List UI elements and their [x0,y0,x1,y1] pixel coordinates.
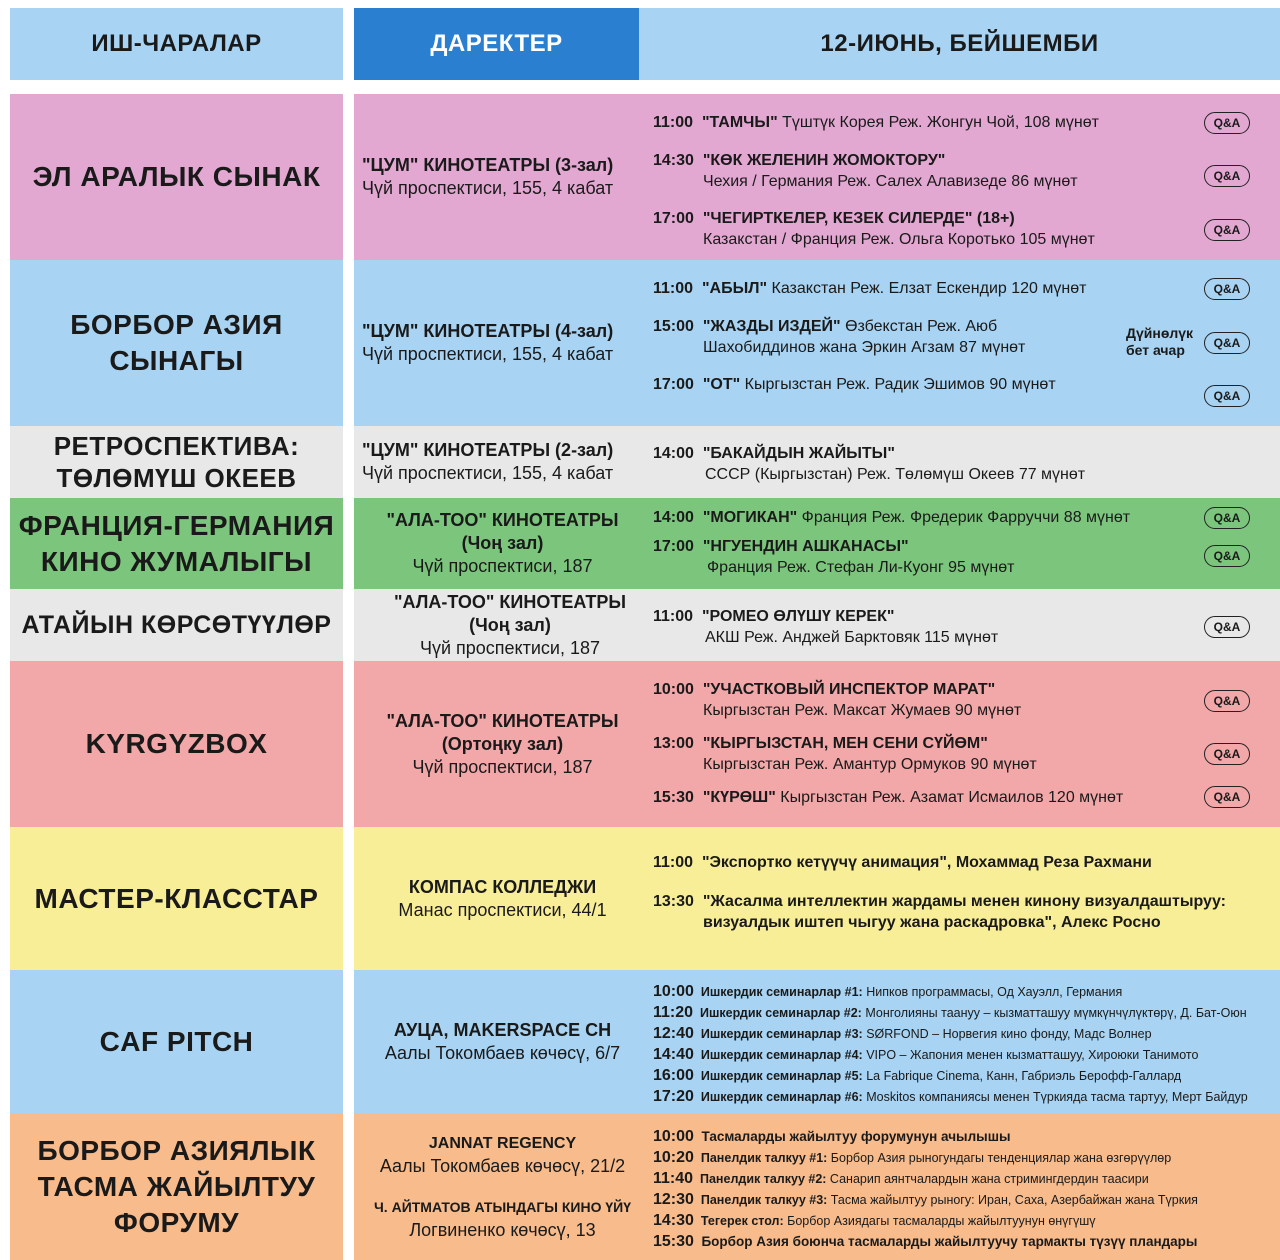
category-label: ФРАНЦИЯ-ГЕРМАНИЯ КИНО ЖУМАЛЫГЫ [18,509,335,577]
category-france-germany-week [10,498,343,589]
event-text: Борбор Азия рыногундагы тенденциялар жана өзгөрүүлөр [827,1151,1172,1165]
category-kyrgyzbox [10,661,343,827]
header-events [10,8,343,80]
event-label: Ишкердик семинарлар #1: [700,985,863,999]
event-label: Панелдик талкуу #2: [700,1172,827,1186]
event-item [653,208,1095,250]
event-title: "ОТ" [702,376,741,393]
venue-address: Аалы Токомбаев көчөсү, 6/7 [384,1042,621,1063]
event-item [653,1231,1197,1252]
venue-name-2: Ч. АЙТМАТОВ АТЫНДАГЫ КИНО ҮЙҮ [373,1198,632,1215]
event-label: Панелдик талкуу #3: [700,1193,828,1207]
event-details: АКШ Реж. Анджей Барктовяк 115 мүнөт [705,629,999,646]
event-item [653,606,998,648]
event-item [653,1147,1171,1169]
event-time: 17:00 [653,210,694,227]
event-text: Борбор Азиядагы тасмаларды жайылтуунун өнүгүшү [783,1214,1096,1228]
event-text: La Fabrique Cinema, Канн, Габриэль Берофф-Галлард [862,1069,1182,1083]
category-international-competition [10,94,343,260]
event-label: Тасмаларды жайылтуу форумунун ачылышы [701,1129,1011,1144]
event-time: 10:00 [653,983,694,1000]
category-label: CAF PITCH [99,1025,254,1057]
category-label: МАСТЕР-КЛАССТАР [34,882,319,914]
event-title: "ЧЕГИРТКЕЛЕР, КЕЗЕК СИЛЕРДЕ" (18+) [702,210,1015,227]
category-label: KYRGYZBOX [85,728,268,759]
event-text: Тасма жайылтуу рыногу: Иран, Саха, Азербайжан жана Түркия [827,1193,1198,1207]
event-label: Панелдик талкуу #1: [700,1151,828,1165]
event-item [653,278,1086,299]
venue-name: АУЦА, MAKERSPACE CH [393,1019,612,1040]
header-date-label: 12-ИЮНЬ, БЕЙШЕМБИ [820,30,1099,57]
event-details: Кыргызстан Реж. Азамат Исмаилов 120 мүнөт [775,789,1124,806]
venue-name: "АЛА-ТОО" КИНОТЕАТРЫ [393,591,627,612]
qa-badge[interactable]: Q&A [1204,507,1250,529]
event-item [653,112,1099,133]
event-item [653,1086,1248,1108]
category-caf-pitch [10,970,343,1113]
event-details: Чехия / Германия Реж. Салех Алавизеде 86 мүнөт [703,173,1078,190]
qa-badge[interactable]: Q&A [1204,690,1250,712]
event-label: Ишкердик семинарлар #4: [700,1048,863,1062]
event-time: 16:00 [653,1067,694,1084]
event-time: 14:00 [653,509,694,526]
event-text-2: визуалдык иштеп чыгуу жана раскадровка", Алекс Росно [703,914,1161,931]
event-details-2: Шахобиддинов жана Эркин Агзам 87 мүнөт [703,339,1026,356]
event-time: 17:00 [653,376,694,393]
event-item [653,1168,1149,1190]
event-item [653,891,1226,933]
event-title: "ТАМЧЫ" [701,114,778,131]
event-time: 11:40 [653,1170,694,1187]
event-item [653,536,1014,578]
venue-address: Чүй проспектиси, 155, 4 кабат [362,463,614,483]
venue-name: "ЦУМ" КИНОТЕАТРЫ (4-зал) [362,321,614,341]
event-title: "НГУЕНДИН АШКАНАСЫ" [702,538,909,555]
event-time: 11:00 [653,114,694,131]
qa-badge[interactable]: Q&A [1204,786,1250,808]
qa-badge[interactable]: Q&A [1204,385,1250,407]
header-venues [354,8,639,80]
venue-address: Чүй проспектиси, 155, 4 кабат [362,344,614,364]
event-details: Казакстан Реж. Елзат Ескендир 120 мүнөт [767,280,1087,297]
event-item [653,507,1130,528]
event-details: Франция Реж. Стефан Ли-Куонг 95 мүнөт [707,559,1015,576]
event-title: "АБЫЛ" [701,280,768,297]
event-item [653,1210,1096,1232]
event-time: 15:30 [653,789,694,806]
category-label: БОРБОР АЗИЯЛЫК ТАСМА ЖАЙЫЛТУУ ФОРУМУ [37,1134,316,1238]
venue-hall: (Чоң зал) [469,614,551,635]
event-details: Кыргызстан Реж. Максат Жумаев 90 мүнөт [703,702,1022,719]
category-label: АТАЙЫН КӨРСӨТҮҮЛӨР [21,611,332,639]
category-master-classes [10,827,343,970]
event-details: Казакстан / Франция Реж. Ольга Коротько 105 мүнөт [703,231,1095,248]
event-label: Ишкердик семинарлар #5: [700,1069,863,1083]
event-time: 17:20 [653,1088,694,1105]
header-venues-label: ДАРЕКТЕР [430,30,563,57]
event-text: Нипков программасы, Од Хауэлл, Германия [862,985,1123,999]
event-text: "Экспортко кетүүчү анимация", Мохаммад Реза Рахмани [701,854,1152,871]
event-details: Түштүк Корея Реж. Жонгун Чой, 108 мүнөт [777,114,1099,131]
venue-name: "АЛА-ТОО" КИНОТЕАТРЫ [386,710,619,731]
event-label: Борбор Азия боюнча тасмаларды жайылтуучу тармакты түзүү пландары [701,1234,1198,1249]
event-text: SØRFOND – Норвегия кино фонду, Мадс Волнер [862,1027,1152,1041]
event-text: Монголияны таануу – кызматташуу мүмкүнчүлүктөрү, Д. Бат-Оюн [861,1006,1247,1020]
venue-hall: (Ортоңку зал) [441,733,564,754]
venue-name: КОМПАС КОЛЛЕДЖИ [408,876,597,897]
venue-name: "АЛА-ТОО" КИНОТЕАТРЫ [386,510,619,530]
event-time: 11:20 [653,1004,694,1021]
venue-name: "ЦУМ" КИНОТЕАТРЫ (2-зал) [362,440,614,460]
event-time: 12:40 [653,1025,694,1042]
event-title: "РОМЕО ӨЛҮШҮ КЕРЕК" [701,608,895,625]
event-text: "Жасалма интеллектин жардамы менен кинону визуалдаштыруу: [702,893,1226,910]
event-item [653,374,1056,395]
event-label: Ишкердик семинарлар #6: [700,1090,863,1104]
category-distribution-forum [10,1113,343,1260]
category-label: РЕТРОСПЕКТИВА: ТӨЛӨМҮШ ОКЕЕВ [53,431,300,493]
event-time: 10:00 [653,681,694,698]
category-label: ЭЛ АРАЛЫК СЫНАК [32,161,321,192]
qa-badge[interactable]: Q&A [1204,743,1250,765]
event-item [653,787,1123,808]
event-time: 14:30 [653,1212,694,1229]
event-text: Санарип аянтчалардын жана стримингдердин таасири [826,1172,1149,1186]
venue-address: Манас проспектиси, 44/1 [398,899,607,920]
qa-badge[interactable]: Q&A [1204,165,1250,187]
event-item [653,679,1021,721]
venue-name: "ЦУМ" КИНОТЕАТРЫ (3-зал) [362,155,614,175]
event-title: "УЧАСТКОВЫЙ ИНСПЕКТОР МАРАТ" [702,681,996,698]
qa-badge[interactable]: Q&A [1204,112,1250,134]
qa-badge[interactable]: Q&A [1204,278,1250,300]
event-item [653,316,1025,358]
event-time: 14:40 [653,1046,694,1063]
header-date [639,8,1280,80]
event-time: 10:20 [653,1149,694,1166]
event-time: 15:00 [653,318,694,335]
event-item [653,1065,1181,1087]
qa-badge[interactable]: Q&A [1204,332,1250,354]
venue-address: Чүй проспектиси, 187 [419,637,601,658]
event-item [653,1189,1198,1211]
event-time: 10:00 [653,1128,694,1145]
event-details: СССР (Кыргызстан) Реж. Төлөмүш Океев 77 мүнөт [705,466,1086,483]
event-title: "КЫРГЫЗСТАН, МЕН СЕНИ СҮЙӨМ" [702,735,988,752]
event-item [653,150,1078,192]
event-time: 11:00 [653,608,694,625]
event-text: VIPO – Жапония менен кызматташуу, Хироюки Танимото [862,1048,1199,1062]
venue-address: Чүй проспектиси, 155, 4 кабат [362,178,614,198]
event-title: "КӨК ЖЕЛЕНИН ЖОМОКТОРУ" [702,152,946,169]
event-details: Франция Реж. Фредерик Фарруччи 88 мүнөт [797,509,1131,526]
venue-address: Чүй проспектиси, 187 [412,756,593,777]
event-label: Ишкердик семинарлар #2: [700,1006,862,1020]
event-item [653,1023,1152,1045]
event-item [653,1002,1247,1024]
qa-badge[interactable]: Q&A [1204,545,1250,567]
venue-hall: (Чоң зал) [461,533,544,553]
qa-badge[interactable]: Q&A [1204,616,1250,638]
event-time: 14:30 [653,152,694,169]
category-label: БОРБОР АЗИЯ СЫНАГЫ [70,309,283,376]
event-time: 11:00 [653,854,694,871]
event-time: 14:00 [653,445,694,462]
event-text: Moskitos компаниясы менен Түркияда тасма тартуу, Мерт Байдур [862,1090,1248,1104]
venue-address: Аалы Токомбаев көчөсү, 21/2 [379,1155,626,1176]
venue-address: Чүй проспектиси, 187 [412,556,593,576]
event-time: 15:30 [653,1233,694,1250]
event-item [653,1126,1010,1147]
event-label: Ишкердик семинарлар #3: [700,1027,863,1041]
event-title: "МОГИКАН" [702,509,798,526]
event-time: 13:30 [653,893,694,910]
event-item [653,1044,1198,1066]
venue-address-2: Логвиненко көчөсү, 13 [409,1219,596,1240]
header-events-label: ИШ-ЧАРАЛАР [91,30,262,57]
event-title: "БАКАЙДЫН ЖАЙЫТЫ" [702,445,895,462]
event-details: Кыргызстан Реж. Амантур Ормуков 90 мүнөт [703,756,1037,773]
event-item [653,852,1152,873]
event-details: Өзбекстан Реж. Аюб [840,318,998,335]
world-premiere-note: Дүйнөлүк бет ачар [1126,325,1194,358]
event-item [653,443,1085,485]
event-item [653,981,1122,1003]
event-title: "КҮРӨШ" [702,789,776,806]
qa-badge[interactable]: Q&A [1204,219,1250,241]
event-title: "ЖАЗДЫ ИЗДЕЙ" [702,318,841,335]
event-item [653,733,1037,775]
event-time: 11:00 [653,280,694,297]
event-time: 17:00 [653,538,694,555]
event-label: Тегерек стол: [700,1214,784,1228]
category-retrospective [10,426,343,498]
event-time: 12:30 [653,1191,694,1208]
event-time: 13:00 [653,735,694,752]
category-special-screenings [10,589,343,661]
category-central-asia-competition [10,260,343,426]
event-details: Кыргызстан Реж. Радик Эшимов 90 мүнөт [740,376,1056,393]
venue-name: JANNAT REGENCY [428,1134,577,1152]
